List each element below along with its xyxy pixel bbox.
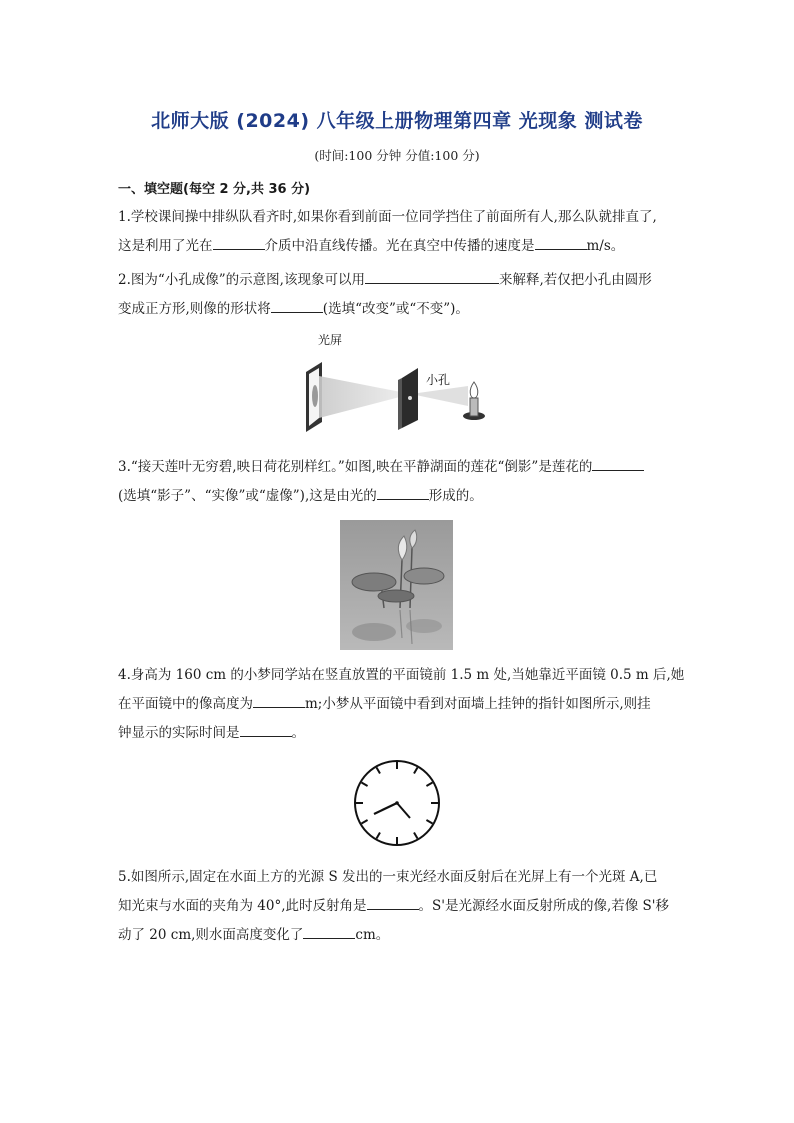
question-5-line-1: 5.如图所示,固定在水面上方的光源 S 发出的一束光经水面反射后在光屏上有一个光斑 A,已	[118, 869, 658, 885]
question-5-text: cm。	[355, 927, 390, 943]
question-3-text: 形成的。	[428, 488, 483, 504]
question-2	[118, 266, 686, 324]
answer-blank[interactable]	[535, 233, 587, 250]
question-4-text: 钟显示的实际时间是	[118, 725, 240, 741]
question-4-line-2	[118, 690, 686, 719]
answer-blank[interactable]	[592, 454, 644, 471]
answer-blank[interactable]	[253, 691, 305, 708]
question-3-line-1	[118, 453, 686, 482]
pinhole	[408, 396, 412, 400]
question-4-line-3	[118, 719, 686, 748]
mirror-clock-figure	[352, 758, 442, 848]
question-2-text: (选填“改变”或“不变”)。	[322, 301, 469, 317]
question-2-text: 变成正方形,则像的形状将	[118, 301, 271, 317]
question-5-text: 动了 20 cm,则水面高度变化了	[118, 927, 304, 943]
answer-blank[interactable]	[213, 233, 265, 250]
answer-blank[interactable]	[303, 922, 355, 939]
lotus-reflection-photo	[340, 520, 453, 650]
question-5-line-2	[118, 892, 686, 921]
candle-flame	[470, 382, 478, 398]
question-4	[118, 661, 686, 748]
question-1-text: 这是利用了光在	[118, 238, 213, 254]
question-1-text: m/s。	[586, 238, 625, 254]
question-3	[118, 453, 686, 511]
question-5-text: 知光束与水面的夹角为 40°,此时反射角是	[118, 898, 367, 914]
question-3-text: 3.“接天莲叶无穷碧,映日荷花别样红。”如图,映在平静湖面的莲花“倒影”是莲花的	[118, 459, 593, 475]
lotus-reflection	[352, 623, 396, 641]
question-4-text: 。	[291, 725, 305, 741]
page-title: 北师大版 (2024) 八年级上册物理第四章 光现象 测试卷	[151, 110, 643, 132]
question-2-text: 来解释,若仅把小孔由圆形	[498, 272, 652, 288]
question-2-line-1	[118, 266, 686, 295]
lotus-leaf	[352, 573, 396, 591]
question-3-text: (选填“影子”、“实像”或“虚像”),这是由光的	[118, 488, 377, 504]
pinhole-imaging-figure	[296, 328, 496, 432]
question-3-line-2	[118, 482, 686, 511]
answer-blank[interactable]	[240, 720, 292, 737]
answer-blank[interactable]	[377, 483, 429, 500]
inverted-image	[312, 385, 318, 407]
question-5-line-3	[118, 921, 686, 950]
candle	[470, 398, 478, 416]
screen-label: 光屏	[318, 333, 343, 347]
question-1-text: 介质中沿直线传播。光在真空中传播的速度是	[264, 238, 535, 254]
question-4-line-1: 4.身高为 160 cm 的小梦同学站在竖直放置的平面镜前 1.5 m 处,当她靠近平面镜 0.5 m 后,她	[118, 667, 685, 683]
question-5-text: 。S'是光源经水面反射所成的像,若像 S'移	[418, 898, 670, 914]
section-heading: 一、填空题(每空 2 分,共 36 分)	[118, 182, 311, 197]
question-4-text: m;小梦从平面镜中看到对面墙上挂钟的指针如图所示,则挂	[305, 696, 651, 712]
answer-blank[interactable]	[365, 267, 499, 284]
question-5	[118, 863, 686, 950]
exam-info: (时间:100 分钟 分值:100 分)	[314, 148, 480, 163]
answer-blank[interactable]	[367, 893, 419, 910]
question-4-text: 在平面镜中的像高度为	[118, 696, 253, 712]
hole-label: 小孔	[426, 373, 451, 387]
question-1	[118, 203, 686, 261]
light-beam	[319, 376, 411, 418]
question-2-text: 2.图为“小孔成像”的示意图,该现象可以用	[118, 272, 365, 288]
question-1-line-2	[118, 232, 686, 261]
question-1-line-1: 1.学校课间操中排纵队看齐时,如果你看到前面一位同学挡住了前面所有人,那么队就排直了,	[118, 209, 657, 225]
question-2-line-2	[118, 295, 686, 324]
answer-blank[interactable]	[271, 296, 323, 313]
